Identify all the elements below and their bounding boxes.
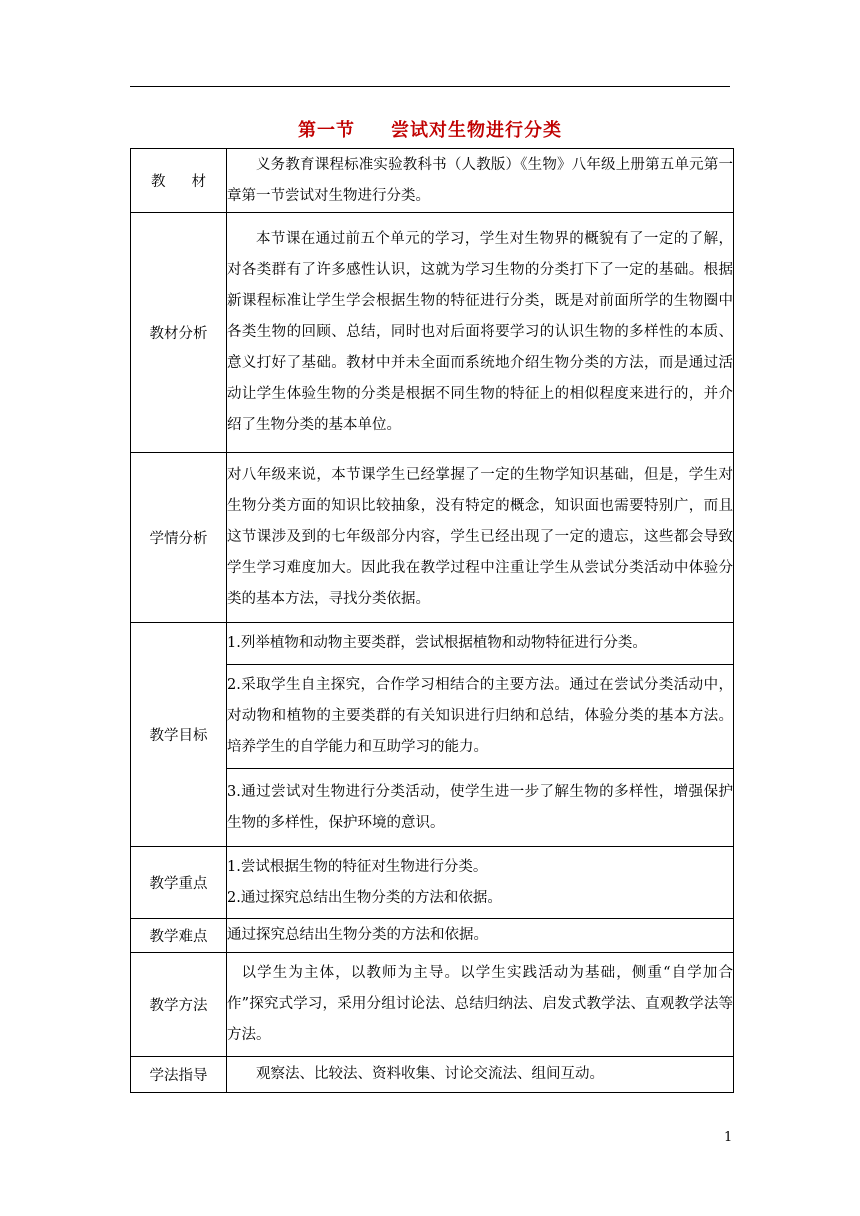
difficulty-text: 通过探究总结出生物分类的方法和依据。 — [227, 927, 488, 943]
objective-item: 3.通过尝试对生物进行分类活动，使学生进一步了解生物的多样性，增强保护生物的多样性，保护环境的意识。 — [227, 769, 734, 847]
row-content — [227, 847, 734, 919]
row-label: 教学方法 — [131, 953, 227, 1057]
row-jiaocai — [131, 149, 734, 213]
row-content — [227, 1057, 734, 1093]
row-learning-guide — [131, 1057, 734, 1093]
row-textbook-analysis — [131, 213, 734, 453]
section-topic: 尝试对生物进行分类 — [391, 120, 562, 141]
row-label: 教材分析 — [131, 213, 227, 453]
row-student-analysis — [131, 453, 734, 623]
student-analysis-text: 对八年级来说，本节课学生已经掌握了一定的生物学知识基础，但是，学生对生物分类方面的知识比较抽象，没有特定的概念，知识面也需要特别广，而且这节课涉及到的七年级部分内容，学生已经出现了一定的遗忘，这些都会导致学生学习难度加大。因此我在教学过程中注重让学生从尝试分类活动中体验分类的基本方法，寻找分类依据。 — [227, 467, 733, 607]
teaching-method-text: 以学生为主体，以教师为主导。以学生实践活动为基础，侧重“自学加合作”探究式学习，采用分组讨论法、总结归纳法、启发式教学法、直观教学法等方法。 — [227, 965, 733, 1043]
learning-guide-text: 观察法、比较法、资料收集、讨论交流法、组间互动。 — [256, 1066, 604, 1082]
lesson-plan-table — [130, 148, 734, 1093]
key-point-item: 2.通过探究总结出生物分类的方法和依据。 — [227, 889, 502, 906]
textbook-analysis-text: 本节课在通过前五个单元的学习，学生对生物界的概貌有了一定的了解，对各类群有了许多感性认识，这就为学习生物的分类打下了一定的基础。根据新课程标准让学生学会根据生物的特征进行分类，既是对前面所学的生物圈中各类生物的回顾、总结，同时也对后面将要学习的认识生物的多样性的本质、意义打好了基础。教材中并未全面而系统地介绍生物分类的方法，而是通过活动让学生体验生物的分类是根据不同生物的特征上的相似程度来进行的，并介绍了生物分类的基本单位。 — [227, 231, 733, 433]
row-content — [227, 213, 734, 453]
row-content — [227, 953, 734, 1057]
section-number: 第一节 — [298, 120, 355, 141]
objective-item: 1.列举植物和动物主要类群，尝试根据植物和动物特征进行分类。 — [227, 623, 734, 665]
row-content — [227, 149, 734, 213]
row-objectives-1 — [131, 623, 734, 665]
row-label: 学情分析 — [131, 453, 227, 623]
page-number: 1 — [724, 1130, 733, 1145]
row-key-points — [131, 847, 734, 919]
page-title — [0, 116, 860, 142]
header-rule — [130, 86, 730, 87]
row-label: 教学重点 — [131, 847, 227, 919]
row-teaching-method — [131, 953, 734, 1057]
row-content — [227, 453, 734, 623]
row-label: 教学目标 — [131, 623, 227, 847]
row-difficulty — [131, 919, 734, 953]
row-label: 教学难点 — [131, 919, 227, 953]
row-label: 教材 — [131, 149, 227, 213]
row-content — [227, 919, 734, 953]
objective-item: 2.采取学生自主探究，合作学习相结合的主要方法。通过在尝试分类活动中，对动物和植物的主要类群的有关知识进行归纳和总结，体验分类的基本方法。培养学生的自学能力和互助学习的能力。 — [227, 665, 734, 769]
textbook-text: 义务教育课程标准实验教科书（人教版）《生物》八年级上册第五单元第一章第一节尝试对生物进行分类。 — [227, 156, 733, 204]
row-label: 学法指导 — [131, 1057, 227, 1093]
key-point-item: 1.尝试根据生物的特征对生物进行分类。 — [227, 858, 488, 875]
